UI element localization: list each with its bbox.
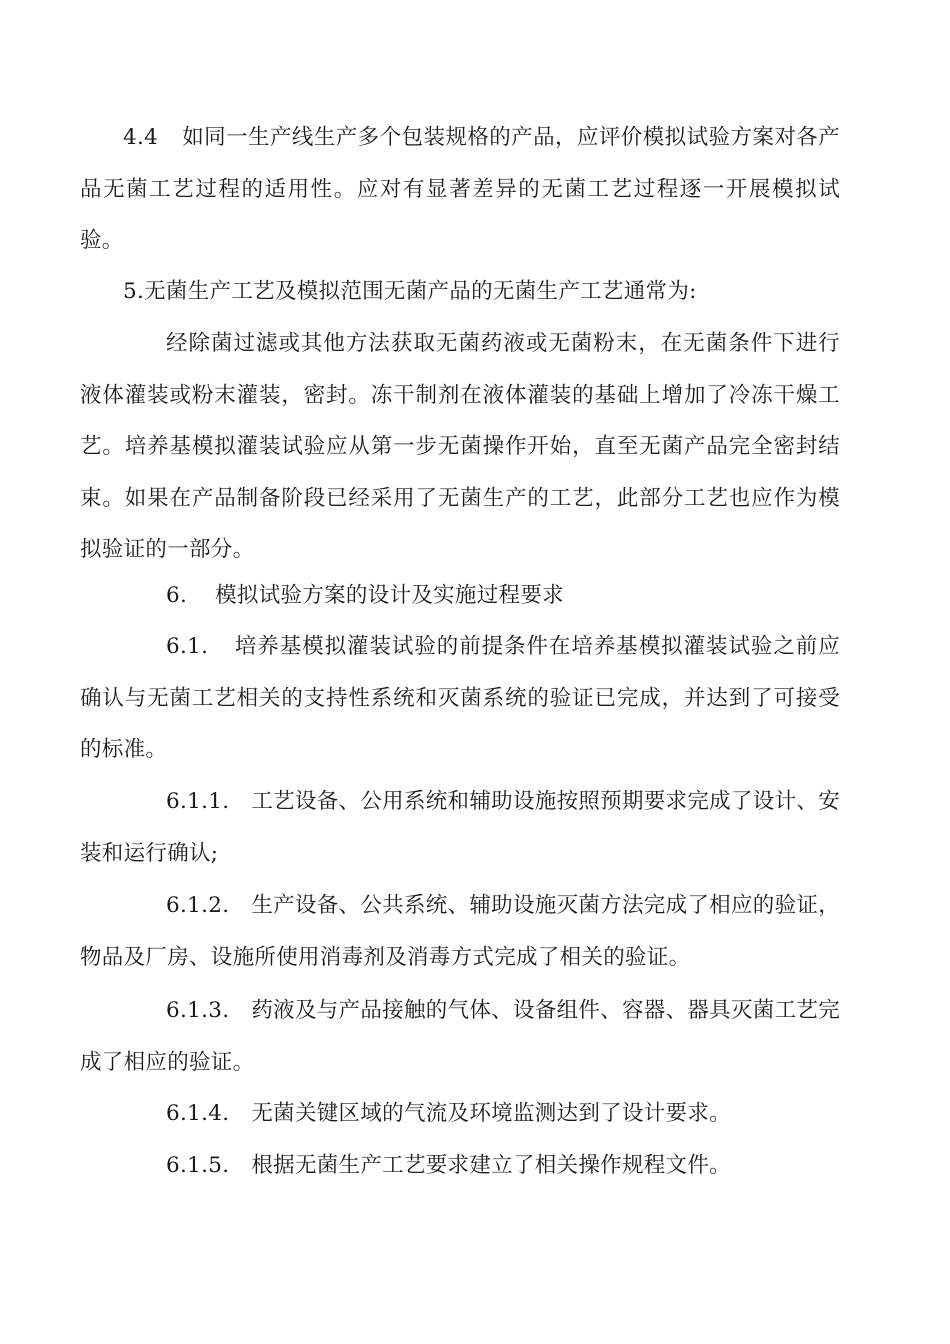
paragraph-6-1-5 — [80, 1140, 840, 1192]
section-number: 6.1.3. — [166, 998, 230, 1023]
section-number: 6.1.5. — [166, 1153, 230, 1178]
paragraph-text: 生产设备、公共系统、辅助设施灭菌方法完成了相应的验证，物品及厂房、设施所使用消毒剂及消毒方式完成了相关的验证。 — [80, 893, 840, 970]
paragraph-text: 根据无菌生产工艺要求建立了相关操作规程文件。 — [251, 1153, 731, 1178]
section-number: 6.1.4. — [166, 1101, 230, 1126]
paragraph-6-1-4 — [80, 1088, 840, 1140]
section-number: 4.4 — [123, 125, 159, 150]
paragraph-6-1-1 — [80, 776, 840, 879]
paragraph-text: 经除菌过滤或其他方法获取无菌药液或无菌粉末，在无菌条件下进行液体灌装或粉末灌装，密封。冻干制剂在液体灌装的基础上增加了冷冻干燥工艺。培养基模拟灌装试验应从第一步无菌操作开始，直至无菌产品完全密封结束。如果在产品制备阶段已经采用了无菌生产的工艺，此部分工艺也应作为模拟验证的一部分。 — [80, 331, 840, 562]
paragraph-6-1-2 — [80, 880, 840, 983]
section-number: 6.1.2. — [166, 893, 230, 918]
paragraph-5-body — [80, 318, 840, 576]
section-number: 6. — [166, 583, 188, 608]
paragraph-text: 工艺设备、公用系统和辅助设施按照预期要求完成了设计、安装和运行确认; — [80, 789, 840, 866]
section-number: 6.1. — [166, 634, 209, 659]
section-number: 6.1.1. — [166, 789, 230, 814]
paragraph-text: 无菌关键区域的气流及环境监测达到了设计要求。 — [251, 1101, 731, 1126]
paragraph-text: 模拟试验方案的设计及实施过程要求 — [215, 583, 564, 608]
paragraph-6 — [80, 570, 840, 622]
paragraph-6-1 — [80, 621, 840, 776]
paragraph-text: 无菌生产工艺及模拟范围无菌产品的无菌生产工艺通常为: — [144, 279, 697, 304]
paragraph-text: 培养基模拟灌装试验的前提条件在培养基模拟灌装试验之前应确认与无菌工艺相关的支持性系统和灭菌系统的验证已完成，并达到了可接受的标准。 — [80, 634, 840, 762]
section-number: 5. — [123, 279, 145, 304]
paragraph-text: 药液及与产品接触的气体、设备组件、容器、器具灭菌工艺完成了相应的验证。 — [80, 998, 840, 1075]
paragraph-5 — [80, 266, 840, 318]
paragraph-6-1-3 — [80, 985, 840, 1088]
paragraph-4-4 — [80, 112, 840, 267]
paragraph-text: 如同一生产线生产多个包装规格的产品，应评价模拟试验方案对各产品无菌工艺过程的适用性。应对有显著差异的无菌工艺过程逐一开展模拟试验。 — [80, 125, 840, 253]
